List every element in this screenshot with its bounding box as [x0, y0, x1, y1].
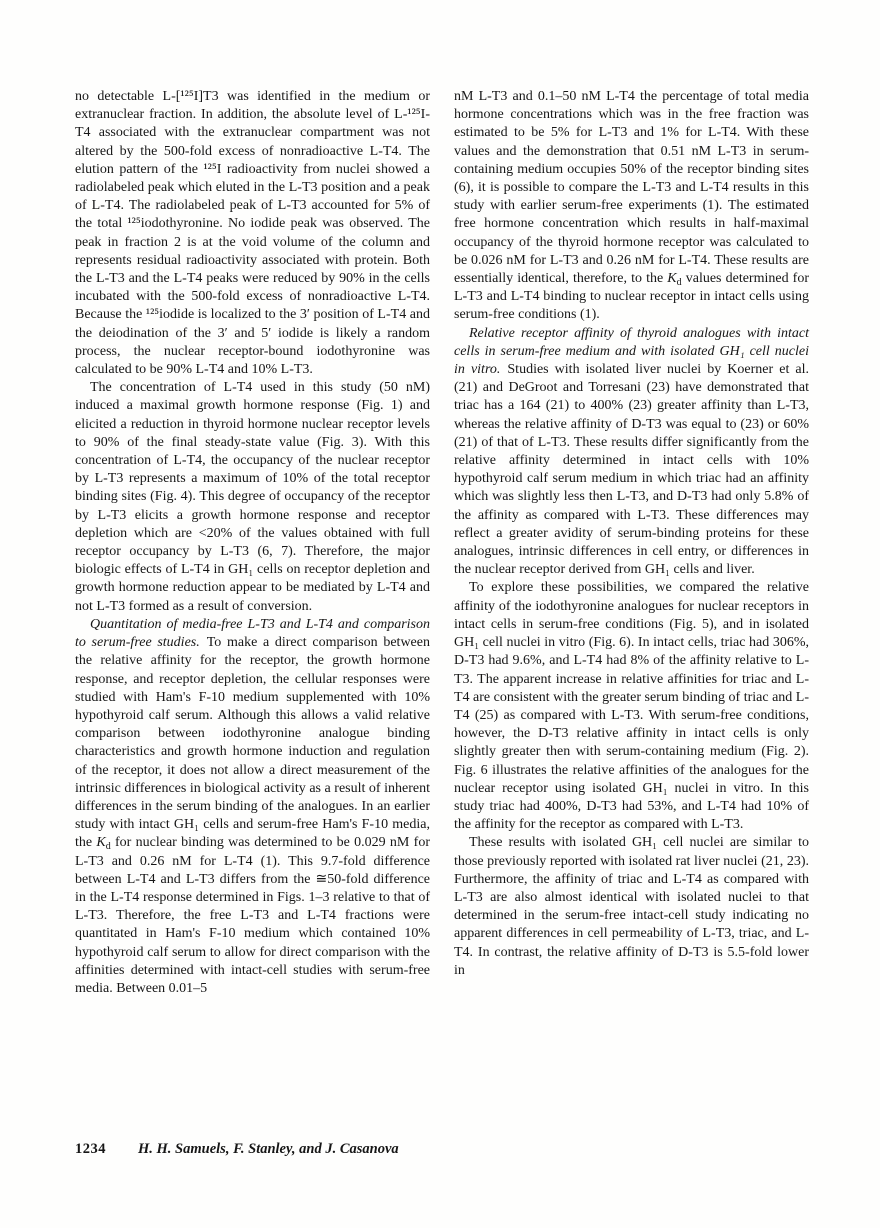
running-authors: H. H. Samuels, F. Stanley, and J. Casanova [138, 1141, 399, 1157]
text-segment: K [96, 835, 106, 851]
text-segment: These results with isolated GH₁ cell nuclei are similar to those previously reported with isolated rat liver nuclei (21, 23). Furthermore, the affinity of triac and L-T4 as compared with L-T3 are also almost identical with isolated nuclei to that determined in the serum-free intact-cell study indicating no apparent differences in cell permeability of L-T3, triac, and L-T4. In contrast, the relative affinity of D-T3 is 5.5-fold lower in [454, 835, 809, 978]
paragraph [75, 616, 430, 998]
text-segment: no detectable L-[¹²⁵I]T3 was identified in the medium or extranuclear fraction. In addition, the absolute level of L-¹²⁵I-T4 associated with the extranuclear compartment was not altered by the 500-fold excess of nonradioactive L-T4. The elution pattern of the ¹²⁵I radioactivity from nuclei showed a radiolabeled peak which eluted in the L-T3 position and a peak of L-T4. The radiolabeled peak of L-T3 accounted for 5% of the total ¹²⁵iodothyronine. No iodide peak was observed. The peak in fraction 2 is at the void volume of the column and represents residual radioactivity associated with protein. Both the L-T3 and the L-T4 peaks were reduced by 90% in the cells incubated with the 500-fold excess of nonradioactive L-T4. Because the ¹²⁵iodide is localized to the 3′ position of L-T4 and the deiodination of the 3′ and 5′ iodide is likely a random process, the nuclear receptor-bound iodothyronine was calculated to be 90% L-T4 and 10% L-T3. [75, 89, 430, 378]
paragraph [75, 88, 430, 379]
text-segment: To make a direct comparison between the relative affinity for the receptor, the growth hormone response, and receptor depletion, the cellular responses were studied with Ham's F-10 medium supplemented with 10% hypothyroid calf serum. Although this allows a valid relative comparison between iodothyronine analogue binding characteristics and growth hormone induction and regulation of the receptor, it does not allow a direct measurement of the intrinsic differences in biological activity as a result of inherent differences in the serum binding of the analogues. In an earlier study with intact GH₁ cells and serum-free Ham's F-10 media, the [75, 635, 430, 851]
text-segment: Relative receptor affinity of thyroid analogues with intact cells in serum-free medium and with isolated GH₁ cell nuclei in vitro. [454, 325, 809, 378]
column-left [75, 88, 430, 998]
column-right [454, 88, 809, 998]
text-columns [75, 88, 809, 998]
text-segment: To explore these possibilities, we compared the relative affinity of the iodothyronine analogues for nuclear receptors in intact cells in serum-free conditions (Fig. 5), and in isolated GH₁ cell nuclei in vitro (Fig. 6). In intact cells, triac had 306%, D-T3 had 9.6%, and L-T4 had 8% of the affinity relative to L-T3. The apparent increase in relative affinities for triac and L-T4 are consistent with the greater serum binding of triac and L-T4 (25) as compared with L-T3. With serum-free conditions, however, the D-T3 relative affinity in intact cells is only slightly greater then with serum-containing medium (Fig. 2). Fig. 6 illustrates the relative affinities of the analogues for the nuclear receptor using isolated GH₁ nuclei in vitro. In this study triac had 400%, D-T3 had 53%, and L-T4 had 10% of the affinity for the receptor as compared with L-T3. [454, 580, 809, 833]
paragraph [454, 325, 809, 580]
page-footer [75, 1141, 399, 1158]
text-segment: d [676, 277, 682, 289]
paragraph [75, 379, 430, 616]
text-segment: d [105, 841, 111, 853]
paragraph [454, 88, 809, 325]
paragraph [454, 834, 809, 980]
paragraph [454, 579, 809, 834]
text-segment: Studies with isolated liver nuclei by Koerner et al. (21) and DeGroot and Torresani (23) have demonstrated that triac has a 164 (21) to 400% (23) greater affinity than L-T3, whereas the relative affinity of D-T3 was equal to (23) or 60% (21) of that of L-T3. These results differ significantly from the relative affinity determined in intact cells with 10% hypothyroid calf serum medium in which triac had an affinity which was slightly less then L-T3, and D-T3 had only 5.8% of the affinity as compared with L-T3. These differences may reflect a greater avidity of serum-binding proteins for these analogues, intrinsic differences in cell entry, or differences in the nuclear receptor derived from GH₁ cells and liver. [454, 362, 810, 578]
text-segment: The concentration of L-T4 used in this study (50 nM) induced a maximal growth hormone response (Fig. 1) and elicited a reduction in thyroid hormone nuclear receptor levels to 90% of the final steady-state value (Fig. 3). With this concentration of L-T4, the occupancy of the nuclear receptor by L-T3 represents a maximum of 10% of the total receptor binding sites (Fig. 4). This degree of occupancy of the receptor by L-T3 elicits a growth hormone response and receptor depletion which are <20% of the values obtained with full receptor occupancy by L-T3 (6, 7). Therefore, the major biologic effects of L-T4 in GH₁ cells on receptor depletion and growth hormone reduction appear to be mediated by L-T4 and not L-T3 formed as a result of conversion. [75, 380, 430, 614]
page-number: 1234 [75, 1141, 106, 1157]
text-segment: K [667, 271, 677, 287]
text-segment: for nuclear binding was determined to be 0.029 nM for L-T3 and 0.26 nM for L-T4 (1). This 9.7-fold difference between L-T4 and L-T3 differs from the ≅50-fold difference in the L-T4 response determined in Figs. 1–3 relative to that of L-T3. Therefore, the free L-T3 and L-T4 fractions were quantitated in Ham's F-10 medium which contained 10% hypothyroid calf serum to allow for direct comparison with the affinities determined with intact-cell studies with serum-free media. Between 0.01–5 [75, 835, 430, 996]
text-segment: Quantitation of media-free L-T3 and L-T4 and comparison to serum-free studies. [75, 616, 430, 651]
text-segment: nM L-T3 and 0.1–50 nM L-T4 the percentage of total media hormone concentrations which was in the free fraction was estimated to be 5% for L-T3 and 1% for L-T4. With these values and the demonstration that 0.51 nM L-T3 in serum-containing medium occupies 50% of the receptor binding sites (6), it is possible to compare the L-T3 and L-T4 results in this study with earlier serum-free experiments (1). The estimated free hormone concentration which results in half-maximal occupancy of the thyroid hormone receptor was calculated to be 0.026 nM for L-T3 and 0.26 nM for L-T4. These results are essentially identical, therefore, to the [454, 89, 809, 287]
text-segment: values determined for L-T3 and L-T4 binding to nuclear receptor in intact cells using serum-free conditions (1). [454, 271, 809, 323]
